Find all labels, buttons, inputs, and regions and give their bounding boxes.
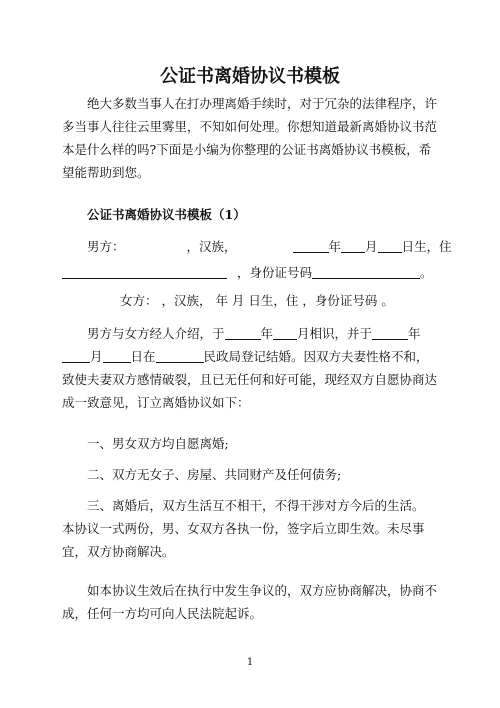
- document-title: 公证书离婚协议书模板: [160, 66, 340, 87]
- male-info-line-2: ，身份证号码 。: [62, 263, 433, 281]
- clause-4: 如本协议生效后在执行中发生争议的，双方应协商解决，协商不成，任何一方均可向人民法院起诉。: [62, 583, 438, 621]
- year-blank[interactable]: [293, 238, 329, 253]
- id-number-blank[interactable]: [312, 264, 420, 279]
- clause-2: 二、双方无女子、房屋、共同财产及任何债务;: [87, 467, 342, 482]
- clause-1: 一、男女双方均自愿离婚;: [87, 436, 229, 451]
- month-blank[interactable]: [341, 238, 365, 253]
- marry-month-blank[interactable]: [62, 348, 90, 363]
- day-blank[interactable]: [378, 238, 402, 253]
- marriage-paragraph: 男方与女方经人介绍，于 年 月相识，并于 年月 日在 民政局登记结婚。因双方夫妻性格不和，致使夫妻双方感情破裂，且已无任何和好可能，现经双方自愿协商达成一致意见，订立离婚协议如下：: [62, 326, 438, 410]
- page-number: 1: [246, 657, 254, 668]
- template-subtitle: 公证书离婚协议书模板（1）: [87, 207, 246, 222]
- clause-3: 三、离婚后，双方生活互不相干，不得干涉对方今后的生活。 本协议一式两份，男、女双方各执一份，签字后立即生效。未尽事宜，双方协商解决。: [62, 498, 425, 559]
- intro-paragraph: 绝大多数当事人在打办理离婚手续时，对于冗杂的法律程序，许多当事人往往云里雾里，不知如何处理。你想知道最新离婚协议书范本是什么样的吗?下面是小编为你整理的公证书离婚协议书模板，希望能帮助到您。: [62, 96, 438, 180]
- meet-month-blank[interactable]: [273, 325, 297, 340]
- female-info-line: 女方： ，汉族， 年 月 日生，住 ，身份证号码 。: [120, 293, 394, 308]
- address-blank[interactable]: [62, 264, 227, 279]
- registry-blank[interactable]: [156, 348, 204, 363]
- meet-year-blank[interactable]: [225, 325, 261, 340]
- male-info-line: 男方： ，汉族， 年 月 日生，住: [87, 239, 452, 254]
- marry-day-blank[interactable]: [103, 348, 131, 363]
- marry-year-blank[interactable]: [372, 325, 408, 340]
